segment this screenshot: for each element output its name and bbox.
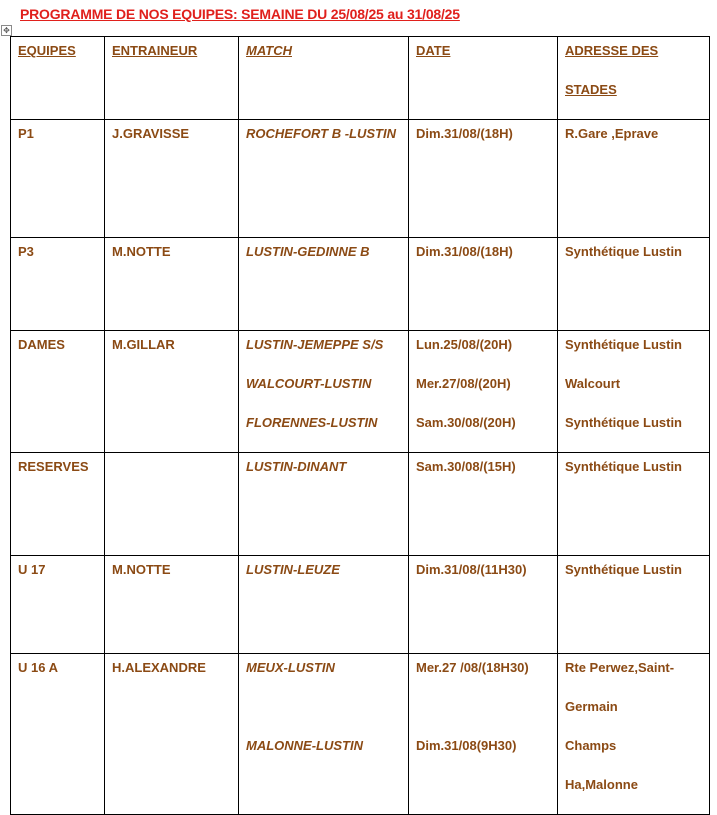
- date-cell: Dim.31/08/(11H30): [409, 556, 558, 654]
- schedule-table: [10, 36, 710, 815]
- table-move-handle-icon[interactable]: ✥: [1, 25, 12, 36]
- header-row: [11, 37, 710, 120]
- header-equipes: EQUIPES: [11, 37, 105, 120]
- date-cell: Mer.27 /08/(18H30) Dim.31/08(9H30): [409, 654, 558, 815]
- equipe-cell: P1: [11, 120, 105, 238]
- match-cell: LUSTIN-JEMEPPE S/S WALCOURT-LUSTIN FLORENNES-LUSTIN: [239, 331, 409, 453]
- entraineur-cell: J.GRAVISSE: [105, 120, 239, 238]
- date-cell: Dim.31/08/(18H): [409, 120, 558, 238]
- adresse-cell: Synthétique Lustin Walcourt Synthétique Lustin: [558, 331, 710, 453]
- table-row: [11, 238, 710, 331]
- date-cell: Sam.30/08/(15H): [409, 453, 558, 556]
- entraineur-cell: [105, 453, 239, 556]
- adresse-cell: Synthétique Lustin: [558, 238, 710, 331]
- match-cell: LUSTIN-LEUZE: [239, 556, 409, 654]
- header-entraineur: ENTRAINEUR: [105, 37, 239, 120]
- equipe-cell: DAMES: [11, 331, 105, 453]
- equipe-cell: RESERVES: [11, 453, 105, 556]
- table-row: [11, 556, 710, 654]
- table-row: [11, 120, 710, 238]
- adresse-cell: Synthétique Lustin: [558, 556, 710, 654]
- match-cell: LUSTIN-DINANT: [239, 453, 409, 556]
- adresse-cell: Rte Perwez,Saint- Germain Champs Ha,Malonne: [558, 654, 710, 815]
- match-cell: MEUX-LUSTIN MALONNE-LUSTIN: [239, 654, 409, 815]
- table-row: [11, 331, 710, 453]
- match-cell: LUSTIN-GEDINNE B: [239, 238, 409, 331]
- entraineur-cell: M.NOTTE: [105, 238, 239, 331]
- table-row: [11, 654, 710, 815]
- adresse-cell: R.Gare ,Eprave: [558, 120, 710, 238]
- entraineur-cell: M.NOTTE: [105, 556, 239, 654]
- equipe-cell: P3: [11, 238, 105, 331]
- header-date: DATE: [409, 37, 558, 120]
- entraineur-cell: H.ALEXANDRE: [105, 654, 239, 815]
- equipe-cell: U 16 A: [11, 654, 105, 815]
- header-adresse: ADRESSE DES STADES: [558, 37, 710, 120]
- entraineur-cell: M.GILLAR: [105, 331, 239, 453]
- page-title: PROGRAMME DE NOS EQUIPES: SEMAINE DU 25/08/25 au 31/08/25: [20, 6, 460, 22]
- table-row: [11, 453, 710, 556]
- date-cell: Dim.31/08/(18H): [409, 238, 558, 331]
- match-cell: ROCHEFORT B -LUSTIN: [239, 120, 409, 238]
- equipe-cell: U 17: [11, 556, 105, 654]
- date-cell: Lun.25/08/(20H) Mer.27/08/(20H) Sam.30/08/(20H): [409, 331, 558, 453]
- header-match: MATCH: [239, 37, 409, 120]
- adresse-cell: Synthétique Lustin: [558, 453, 710, 556]
